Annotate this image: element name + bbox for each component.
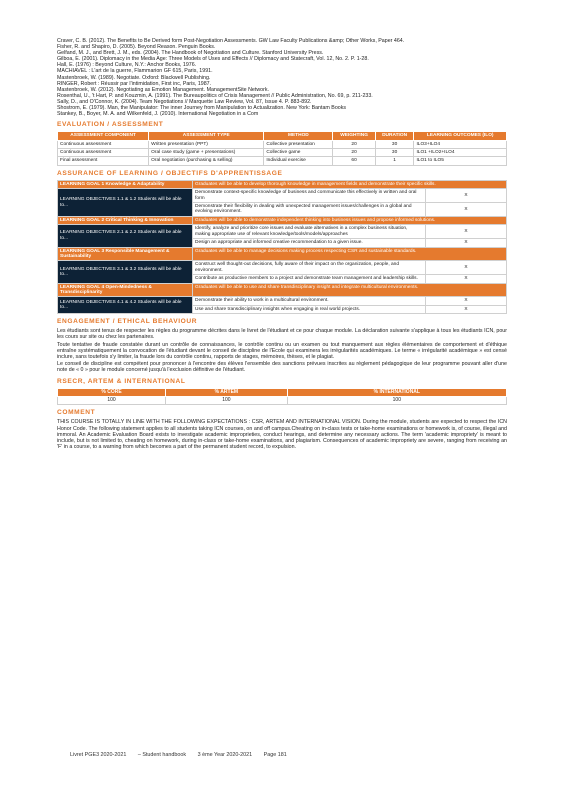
objective-mark: X bbox=[426, 261, 507, 275]
footer-handbook: – Student handbook bbox=[137, 752, 187, 758]
engagement-paragraph: Le conseil de discipline est compétent pour prononcer à l'encontre des élèves l'ensemble des sanctions prévues inscrites au règlement pédagogique de leur programme pouvant aller d'une note de « 0 » pour le module concerné jusqu'à l'exclusion définitive de l'étudiant. bbox=[57, 361, 507, 374]
evaluation-cell: Oral negotiation (purchasing & selling) bbox=[149, 157, 264, 165]
rsecr-value: 100 bbox=[166, 396, 288, 404]
evaluation-cell: Continuous assessment bbox=[58, 149, 149, 157]
goal-row bbox=[58, 216, 507, 224]
goal-description: Graduates will be able to manage decisions making process respecting CSR and sustainable standards. bbox=[193, 247, 507, 261]
evaluation-cell: Continuous assessment bbox=[58, 140, 149, 148]
objective-row bbox=[58, 189, 507, 203]
evaluation-header: LEARNING OUTCOMES (ILO) bbox=[414, 132, 507, 140]
comment-title: COMMENT bbox=[57, 409, 96, 417]
table-row bbox=[58, 149, 507, 157]
reference-item: Stankey, B., Boyer, M. A. and Wilkenfeld, J. (2010). International Negotiation in a Com bbox=[57, 111, 259, 118]
engagement-paragraph: Toute tentative de fraude constatée durant un contrôle de connaissances, le contrôle continu ou un examen ou tout manquement aux règles élémentaires de comportement et d'éthique entraîne systématiquement la convocation de l'étudiant devant le conseil de discipline de l'Ecole qui examinera les irrégularités académiques. Le terme « irrégularité académique » est censé inclure, sans toutefois s'y limiter, la fraude lors du contrôle continu, rapports de stages, mémoires, thèses, et le plagiat. bbox=[57, 341, 507, 360]
footer-year: 3 ème Year 2020-2021 bbox=[197, 752, 253, 758]
evaluation-table bbox=[57, 131, 507, 166]
assurance-of-learning-table bbox=[57, 180, 507, 314]
objective-description: Demonstrate their ability to work in a multicultural environment. bbox=[193, 297, 426, 305]
objective-description: Design an appropriate and informed creative recommendation to a given issue. bbox=[193, 239, 426, 247]
evaluation-header: ASSESSMENT TYPE bbox=[149, 132, 264, 140]
objective-description: Demonstrate context-specific knowledge of business and communicate this effectively in written and oral form bbox=[193, 189, 426, 203]
engagement-title: ENGAGEMENT / ETHICAL BEHAVIOUR bbox=[57, 318, 198, 326]
objective-row bbox=[58, 297, 507, 305]
objective-mark: X bbox=[426, 239, 507, 247]
goal-description: Graduates will be able to develop thorough knowledge in management fields and demonstrate their specific skills. bbox=[193, 180, 507, 188]
reference-item: Shostrom, E. (1979). Man, the Manipulator: The inner Journey from Manipulation to Actualization. New York: Bantam Books bbox=[57, 105, 347, 112]
reference-item: Fisher, R. and Shapiro, D. (2005). Beyond Reason. Penguin Books. bbox=[57, 44, 216, 51]
evaluation-cell: ILO1 +ILO2+ILO4 bbox=[414, 149, 507, 157]
evaluation-cell: 30 bbox=[375, 149, 414, 157]
objective-label: LEARNING OBJECTIVES 1.1 & 1.2 Students will be able to... bbox=[58, 189, 193, 217]
goal-row bbox=[58, 283, 507, 297]
page-footer bbox=[70, 752, 297, 758]
goal-description: Graduates will be able to use and share transdisciplinary insight and integrate multicultural environments. bbox=[193, 283, 507, 297]
evaluation-cell: 1 bbox=[375, 157, 414, 165]
evaluation-cell: ILO1 to ILO5 bbox=[414, 157, 507, 165]
objective-description: Use and share transdisciplinary insights when engaging in real world projects. bbox=[193, 305, 426, 313]
objective-description: Construct well thought-out decisions, fully aware of their impact on the organization, people, and environment. bbox=[193, 261, 426, 275]
reference-item: MACHIAVEL : L'art de la guerre, Flammarion GF 615, Paris, 1991. bbox=[57, 68, 213, 75]
goal-description: Graduates will be able to demonstrate independent thinking into business issues and propose informed solutions. bbox=[193, 216, 507, 224]
objective-mark: X bbox=[426, 203, 507, 217]
evaluation-title: EVALUATION / ASSESSMENT bbox=[57, 121, 164, 129]
goal-label: LEARNING GOAL 4 Open-Mindedness & Transdisciplinarity bbox=[58, 283, 193, 297]
comment-text bbox=[57, 419, 507, 450]
reference-item: Hall, E. (1976) : Beyond Culture, N.Y.: Anchor Books, 1976. bbox=[57, 62, 197, 69]
evaluation-cell: Individual exercise bbox=[264, 157, 333, 165]
goal-row bbox=[58, 247, 507, 261]
objective-row bbox=[58, 261, 507, 275]
rsecr-value: 100 bbox=[58, 396, 166, 404]
evaluation-cell: Final assessment bbox=[58, 157, 149, 165]
reference-item: Mastenbroek, W. (2012). Negotiating as Emotion Management. ManagementSite Network. bbox=[57, 86, 269, 93]
reference-item: Sally, D., and O'Connor, K. (2004). Team Negotiations // Marquette Law Review, Vol. 87, Issue 4. P. 883-892. bbox=[57, 98, 312, 105]
goal-label: LEARNING GOAL 2 Critical Thinking & Innovation bbox=[58, 216, 193, 224]
reference-item: Gilboa, E. (2001). Diplomacy in the Media Age: Three Models of Uses and Effects // Diplomacy and Statecraft, Vol. 12, No. 2. P. 1-28. bbox=[57, 56, 369, 63]
engagement-text bbox=[57, 328, 507, 373]
evaluation-cell: 20 bbox=[333, 140, 375, 148]
evaluation-cell: Written presentation (PPT) bbox=[149, 140, 264, 148]
evaluation-header: WEIGHTING bbox=[333, 132, 375, 140]
objective-mark: X bbox=[426, 189, 507, 203]
page-content bbox=[57, 38, 507, 451]
evaluation-cell: 20 bbox=[333, 149, 375, 157]
objective-description: Contribute as productive members to a project and demonstrate team management and leadership skills. bbox=[193, 275, 426, 283]
evaluation-cell: 60 bbox=[333, 157, 375, 165]
rsecr-value: 100 bbox=[287, 396, 506, 404]
reference-item: Gelfand, M. J., and Brett, J. M., eds. (2004). The Handbook of Negotiation and Culture. Stanford University Press. bbox=[57, 50, 324, 57]
evaluation-cell: Collective presentation bbox=[264, 140, 333, 148]
rsecr-table bbox=[57, 388, 507, 406]
references-list bbox=[57, 38, 507, 117]
goal-row bbox=[58, 180, 507, 188]
objective-label: LEARNING OBJECTIVES 3.1 & 3.2 Students will be able to... bbox=[58, 261, 193, 283]
evaluation-cell: Collective game bbox=[264, 149, 333, 157]
assurance-title: ASSURANCE OF LEARNING / OBJECTIFS D'APPRENTISSAGE bbox=[57, 169, 283, 177]
evaluation-header: METHOD bbox=[264, 132, 333, 140]
rsecr-title: RSECR, ARTEM & INTERNATIONAL bbox=[57, 377, 186, 385]
goal-label: LEARNING GOAL 3 Responsible Management & Sustainability bbox=[58, 247, 193, 261]
objective-description: Demonstrate their flexibility in dealing with unexpected management issues/challenges in a global and evolving environment. bbox=[193, 203, 426, 217]
reference-item: RINGER, Robert : Réussir par l'intimidation, First inc, Paris, 1987. bbox=[57, 80, 212, 87]
objective-mark: X bbox=[426, 275, 507, 283]
objective-mark: X bbox=[426, 297, 507, 305]
reference-item: Mastenbroek, W. (1989). Negotiate. Oxford: Blackwell Publishing. bbox=[57, 74, 211, 81]
rsecr-header: % INTERNATIONAL bbox=[287, 388, 506, 396]
footer-page: Page 181 bbox=[263, 752, 287, 758]
evaluation-header: ASSESSMENT COMPONENT bbox=[58, 132, 149, 140]
objective-mark: X bbox=[426, 305, 507, 313]
rsecr-header: % CORE bbox=[58, 388, 166, 396]
reference-item: Rosenthal, U., 't Hart, P. and Kouzmin, A. (1991). The Bureaupolitics of Crisis Management // Public Administration, No. 69, p. 211-233. bbox=[57, 92, 373, 99]
footer-doc: Livret PGE3 2020-2021 bbox=[70, 752, 127, 758]
rsecr-header: % ARTEM bbox=[166, 388, 288, 396]
objective-label: LEARNING OBJECTIVES 4.1 & 4.2 Students will be able to... bbox=[58, 297, 193, 314]
evaluation-cell: Oral case study (game + presentations) bbox=[149, 149, 264, 157]
objective-row bbox=[58, 225, 507, 239]
objective-mark: X bbox=[426, 225, 507, 239]
table-row bbox=[58, 140, 507, 148]
evaluation-header: DURATION bbox=[375, 132, 414, 140]
reference-item: Craver, C. B. (2012). The Benefits to Be Derived form Post-Negotiation Assessments. GW Law Faculty Publications &amp; Other Works, Paper 464. bbox=[57, 38, 405, 44]
objective-label: LEARNING OBJECTIVES 2.1 & 2.2 Students will be able to... bbox=[58, 225, 193, 247]
objective-description: Identify, analyze and prioritize core issues and evaluate alternatives in a complex business situation, making appropriate use of relevant knowledge/tools/models/approaches bbox=[193, 225, 426, 239]
engagement-paragraph: Les étudiants sont tenus de respecter les règles du programme décrites dans le livret de l'étudiant et ce pour chaque module. La déclaration suivante s'applique à tous les étudiants ICN, pour les cours sur site ou chez les partenaires. bbox=[57, 328, 507, 341]
evaluation-cell: 30 bbox=[375, 140, 414, 148]
table-row bbox=[58, 157, 507, 165]
goal-label: LEARNING GOAL 1 Knowledge & Adaptability bbox=[58, 180, 193, 188]
comment-paragraph: THIS COURSE IS TOTALLY IN LINE WITH THE FOLLOWING EXPECTATIONS : CSR, ARTEM AND INTERNATIONAL VISION. During the module, students are expected to respect the ICN Honor Code. The following statement applies to all students taking ICN courses, on and off campus.Cheating on in-class tests or take-home examinations or homework is, of course, illegal and immoral. An Academic Evaluation Board exists to investigate academic improprieties, conduct hearings, and determine any necessary actions. The term 'academic impropriety' is meant to include, but is not limited to, cheating on homework, during in-class or take-home examinations, and plagiarism. Consequences of academic impropriety are severe, ranging from receiving an 'F' in a course, to a warning from which becomes a part of the permanent student record, to expulsion. bbox=[57, 419, 507, 451]
evaluation-cell: ILO3+ILO4 bbox=[414, 140, 507, 148]
